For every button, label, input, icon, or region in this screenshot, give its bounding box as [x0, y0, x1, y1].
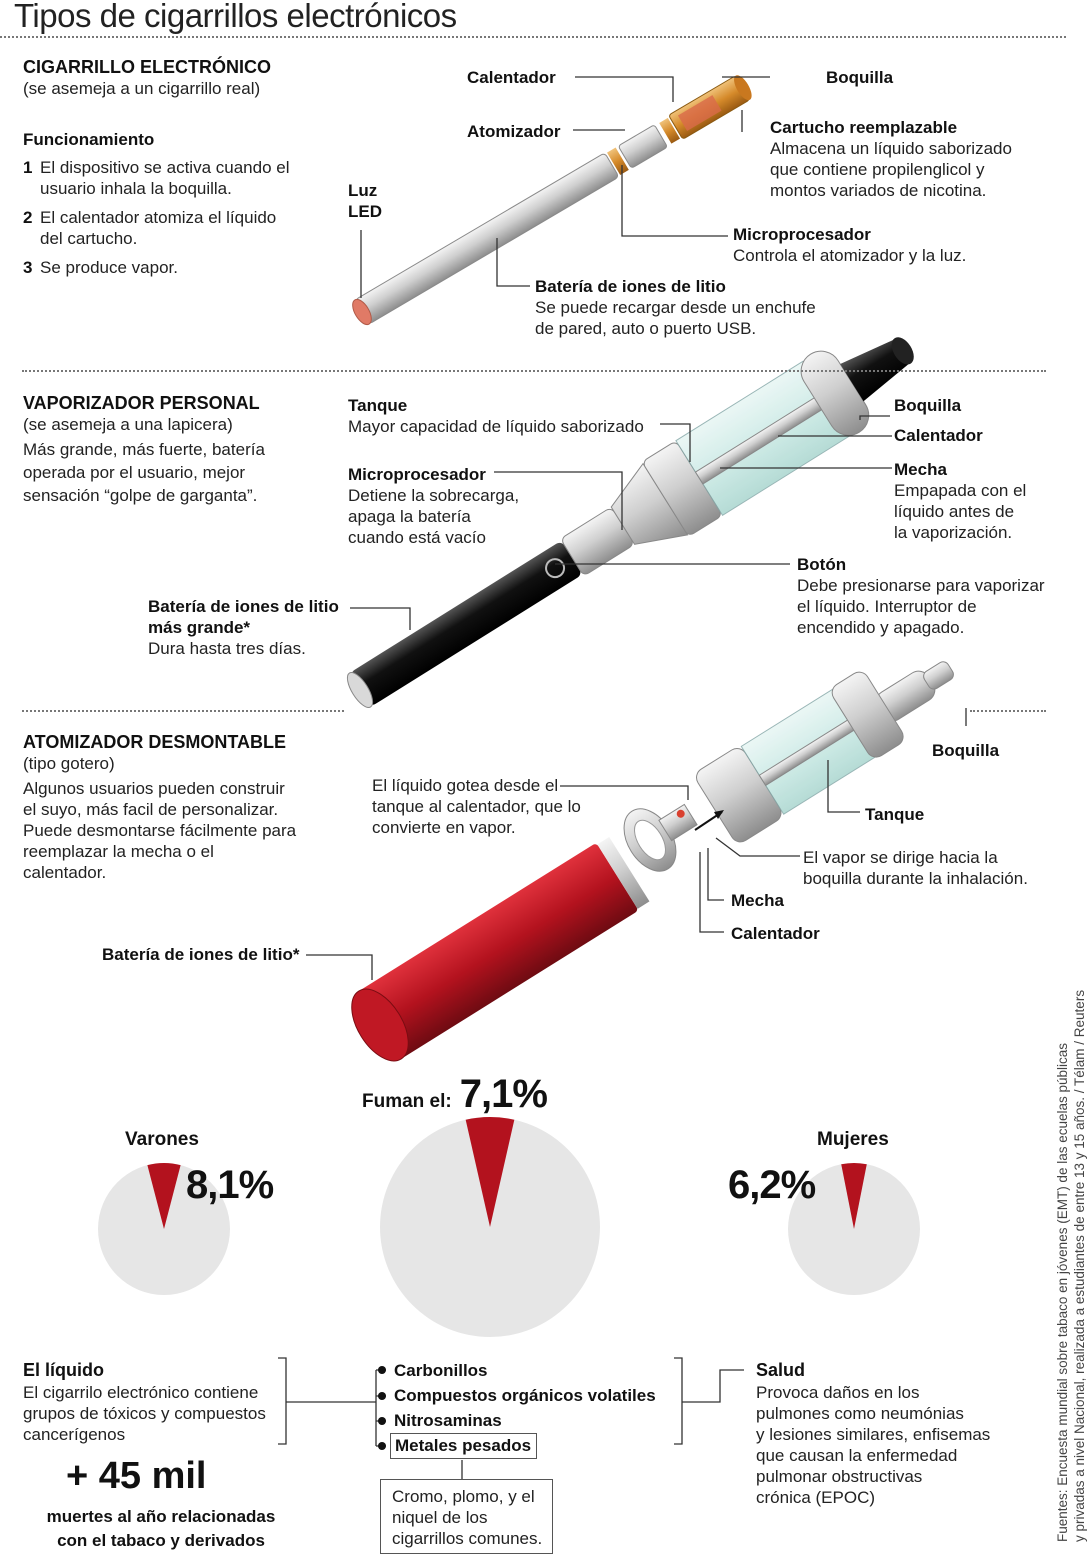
step-number: 2 [23, 208, 33, 227]
step-2 [23, 207, 313, 249]
bottom-brackets [278, 1358, 744, 1480]
label-calentador: Calentador [731, 924, 820, 943]
label-boquilla: Boquilla [894, 396, 962, 415]
label-bateria-title: Batería de iones de litio [535, 277, 726, 296]
label-tanque-desc: Mayor capacidad de líquido saborizado [348, 417, 644, 436]
sources-note: Fuentes: Encuesta mundial sobre tabaco en jóvenes (EMT) de las ecuelas públicas y privadas a nivel Nacional, realizada a estudiantes de entre 13 y 15 años. / Télam / Reuters [1055, 989, 1087, 1542]
toxin-item: Compuestos orgánicos volatiles [394, 1386, 656, 1405]
step-text: Se produce vapor. [40, 258, 178, 277]
label-bateria-title: Batería de iones de litio más grande* [148, 597, 339, 637]
steps-list [23, 157, 313, 278]
step-text: El calentador atomiza el líquido del cartucho. [40, 208, 277, 248]
label-bateria-desc: Dura hasta tres días. [148, 639, 306, 658]
label-bateria-desc: Se puede recargar desde un enchufe de pared, auto o puerto USB. [535, 298, 816, 338]
title-divider [0, 36, 1066, 38]
female-value: 6,2% [728, 1163, 816, 1207]
toxin-item: Nitrosaminas [394, 1411, 502, 1430]
pie-charts [98, 1117, 920, 1337]
label-cartucho-title: Cartucho reemplazable [770, 118, 958, 137]
liquid-desc: El cigarrilo electrónico contiene grupos de tóxicos y compuestos cancerígenos [23, 1383, 266, 1444]
label-boquilla: Boquilla [826, 68, 894, 87]
label-micro-desc: Controla el atomizador y la luz. [733, 246, 967, 265]
label-mecha-title: Mecha [894, 460, 947, 479]
total-value: 7,1% [459, 1072, 547, 1116]
label-calentador: Calentador [894, 426, 983, 445]
label-micro-title: Microprocesador [733, 225, 871, 244]
section1-subheading: (se asemeja a un cigarrillo real) [23, 79, 261, 98]
health-title: Salud [756, 1360, 806, 1380]
female-label: Mujeres [817, 1129, 889, 1150]
section2-desc: Más grande, más fuerte, batería operada por el usuario, mejor sensación “golpe de garganta”. [23, 440, 265, 505]
section3-desc: Algunos usuarios pueden construir el suyo, más facil de personalizar. Puede desmontarse fácilmente para reemplazar la mecha o el calentador. [23, 779, 297, 882]
step-number: 1 [23, 158, 33, 177]
step-1 [23, 157, 313, 199]
male-value: 8,1% [186, 1163, 274, 1207]
step-number: 3 [23, 258, 33, 277]
label-tanque-title: Tanque [348, 396, 408, 415]
deaths-desc: muertes al año relacionadas con el tabaco y derivados [46, 1507, 276, 1550]
page-title: Tipos de cigarrillos electrónicos [14, 0, 457, 34]
section2-heading: VAPORIZADOR PERSONAL [23, 393, 260, 413]
section1-heading: CIGARRILLO ELECTRÓNICO [23, 57, 271, 77]
label-micro-desc: Detiene la sobrecarga, apaga la batería cuando está vacío [348, 486, 520, 547]
label-atomizador: Atomizador [467, 122, 561, 141]
label-vapor: El vapor se dirige hacia la boquilla durante la inhalación. [803, 848, 1028, 888]
section2-subheading: (se asemeja a una lapicera) [23, 415, 233, 434]
label-boton-title: Botón [797, 555, 847, 574]
liquid-title: El líquido [23, 1360, 104, 1380]
section-divider [970, 710, 1046, 712]
label-boquilla: Boquilla [932, 741, 1000, 760]
label-cartucho-desc: Almacena un líquido saborizado que contiene propilenglicol y montos variados de nicotina. [770, 139, 1012, 200]
toxin-item: Carbonillos [394, 1361, 488, 1380]
step-3 [23, 257, 313, 278]
functioning-title: Funcionamiento [23, 130, 155, 149]
step-text: El dispositivo se activa cuando el usuario inhala la boquilla. [40, 158, 290, 198]
section-divider [22, 710, 344, 712]
label-bateria: Batería de iones de litio* [102, 945, 300, 964]
section-divider [22, 370, 1046, 372]
label-mecha: Mecha [731, 891, 784, 910]
label-calentador: Calentador [467, 68, 556, 87]
total-label: Fuman el: [362, 1091, 452, 1112]
label-luz-led: Luz LED [348, 181, 382, 221]
label-liquido: El líquido gotea desde el tanque al calentador, que lo convierte en vapor. [372, 776, 581, 837]
toxin-item-highlight: Metales pesados [390, 1433, 537, 1459]
section3-subheading: (tipo gotero) [23, 754, 115, 773]
toxin-bullets [378, 1366, 386, 1450]
male-label: Varones [125, 1129, 199, 1150]
label-micro-title: Microprocesador [348, 465, 486, 484]
label-mecha-desc: Empapada con el líquido antes de la vaporización. [894, 481, 1027, 542]
section3-heading: ATOMIZADOR DESMONTABLE [23, 732, 286, 752]
label-boton-desc: Debe presionarse para vaporizar el líquido. Interruptor de encendido y apagado. [797, 576, 1045, 637]
smoking-rate-total [362, 1072, 547, 1117]
deaths-value: + 45 mil [66, 1455, 207, 1497]
health-desc: Provoca daños en los pulmones como neumónias y lesiones similares, enfisemas que causan la enfermedad pulmonar obstructivas crónica (EPOC) [756, 1383, 991, 1507]
metals-note: Cromo, plomo, y el niquel de los cigarrillos comunes. [380, 1479, 553, 1554]
label-tanque: Tanque [865, 805, 925, 824]
